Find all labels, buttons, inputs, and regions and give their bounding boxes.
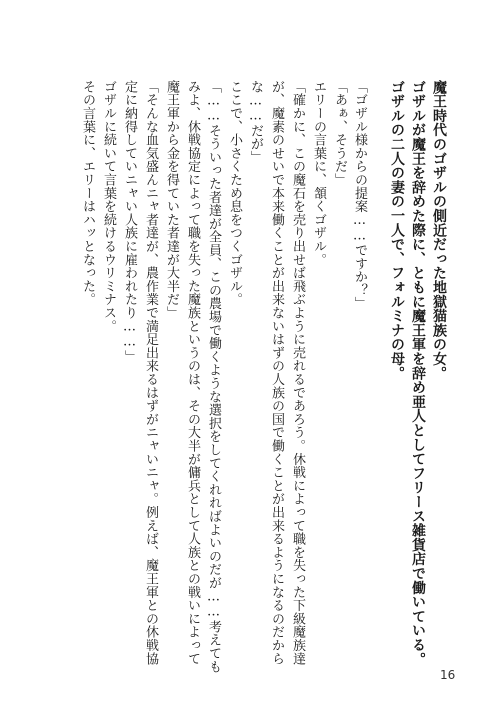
intro-line-3: ゴザルの二人の妻の一人で、フォルミナの母。 — [389, 80, 405, 381]
text-column: 「ゴザル様からの提案……ですか？」 — [352, 80, 367, 311]
text-column: 「確かに、この魔石を売り出せば飛ぶように売れるであろう。休戦によって職を失った下級魔族達 — [290, 80, 305, 666]
intro-line-2: ゴザルが魔王を辞めた際に、ともに魔王軍を辞め亜人としてフリース雑貨店で働いている。 — [410, 80, 426, 667]
text-column: 「そんな血気盛んニャ者達が、農作業で満足出来るはずがニャいニャ。例えば、魔王軍との休戦協 — [143, 80, 158, 666]
text-column: ここで、小さくため息をつくゴザル。 — [227, 80, 242, 307]
text-column: みよ、休戦協定によって職を失った魔族というのは、その大半が傭兵として人族との戦いによって — [185, 80, 200, 666]
text-column: 「あぁ、そうだ」 — [332, 80, 347, 187]
text-column: エリーの言葉に、頷くゴザル。 — [311, 80, 326, 267]
text-column: 定に納得していニャい人族に雇われたり……」 — [122, 80, 137, 364]
text-column: 「……そういった者達が全員、この農場で働くような選択をしてくれればよいのだが……考えても — [206, 80, 221, 674]
text-column: が、魔素のせいで本来働くことが出来ないはずの人族の国で働くことが出来るようになるのだから — [269, 80, 284, 666]
text-column: その言葉に、エリーはハッとなった。 — [80, 80, 95, 307]
text-column: な……だが」 — [248, 80, 263, 164]
text-column: 魔王軍から金を得ていた者達が大半だ」 — [164, 80, 179, 320]
text-column: ゴザルに続いて言葉を続けるウリミナス。 — [101, 80, 116, 333]
page-number: 16 — [440, 668, 456, 682]
intro-line-1: 魔王時代のゴザルの側近だった地獄猫族の女。 — [431, 80, 447, 381]
